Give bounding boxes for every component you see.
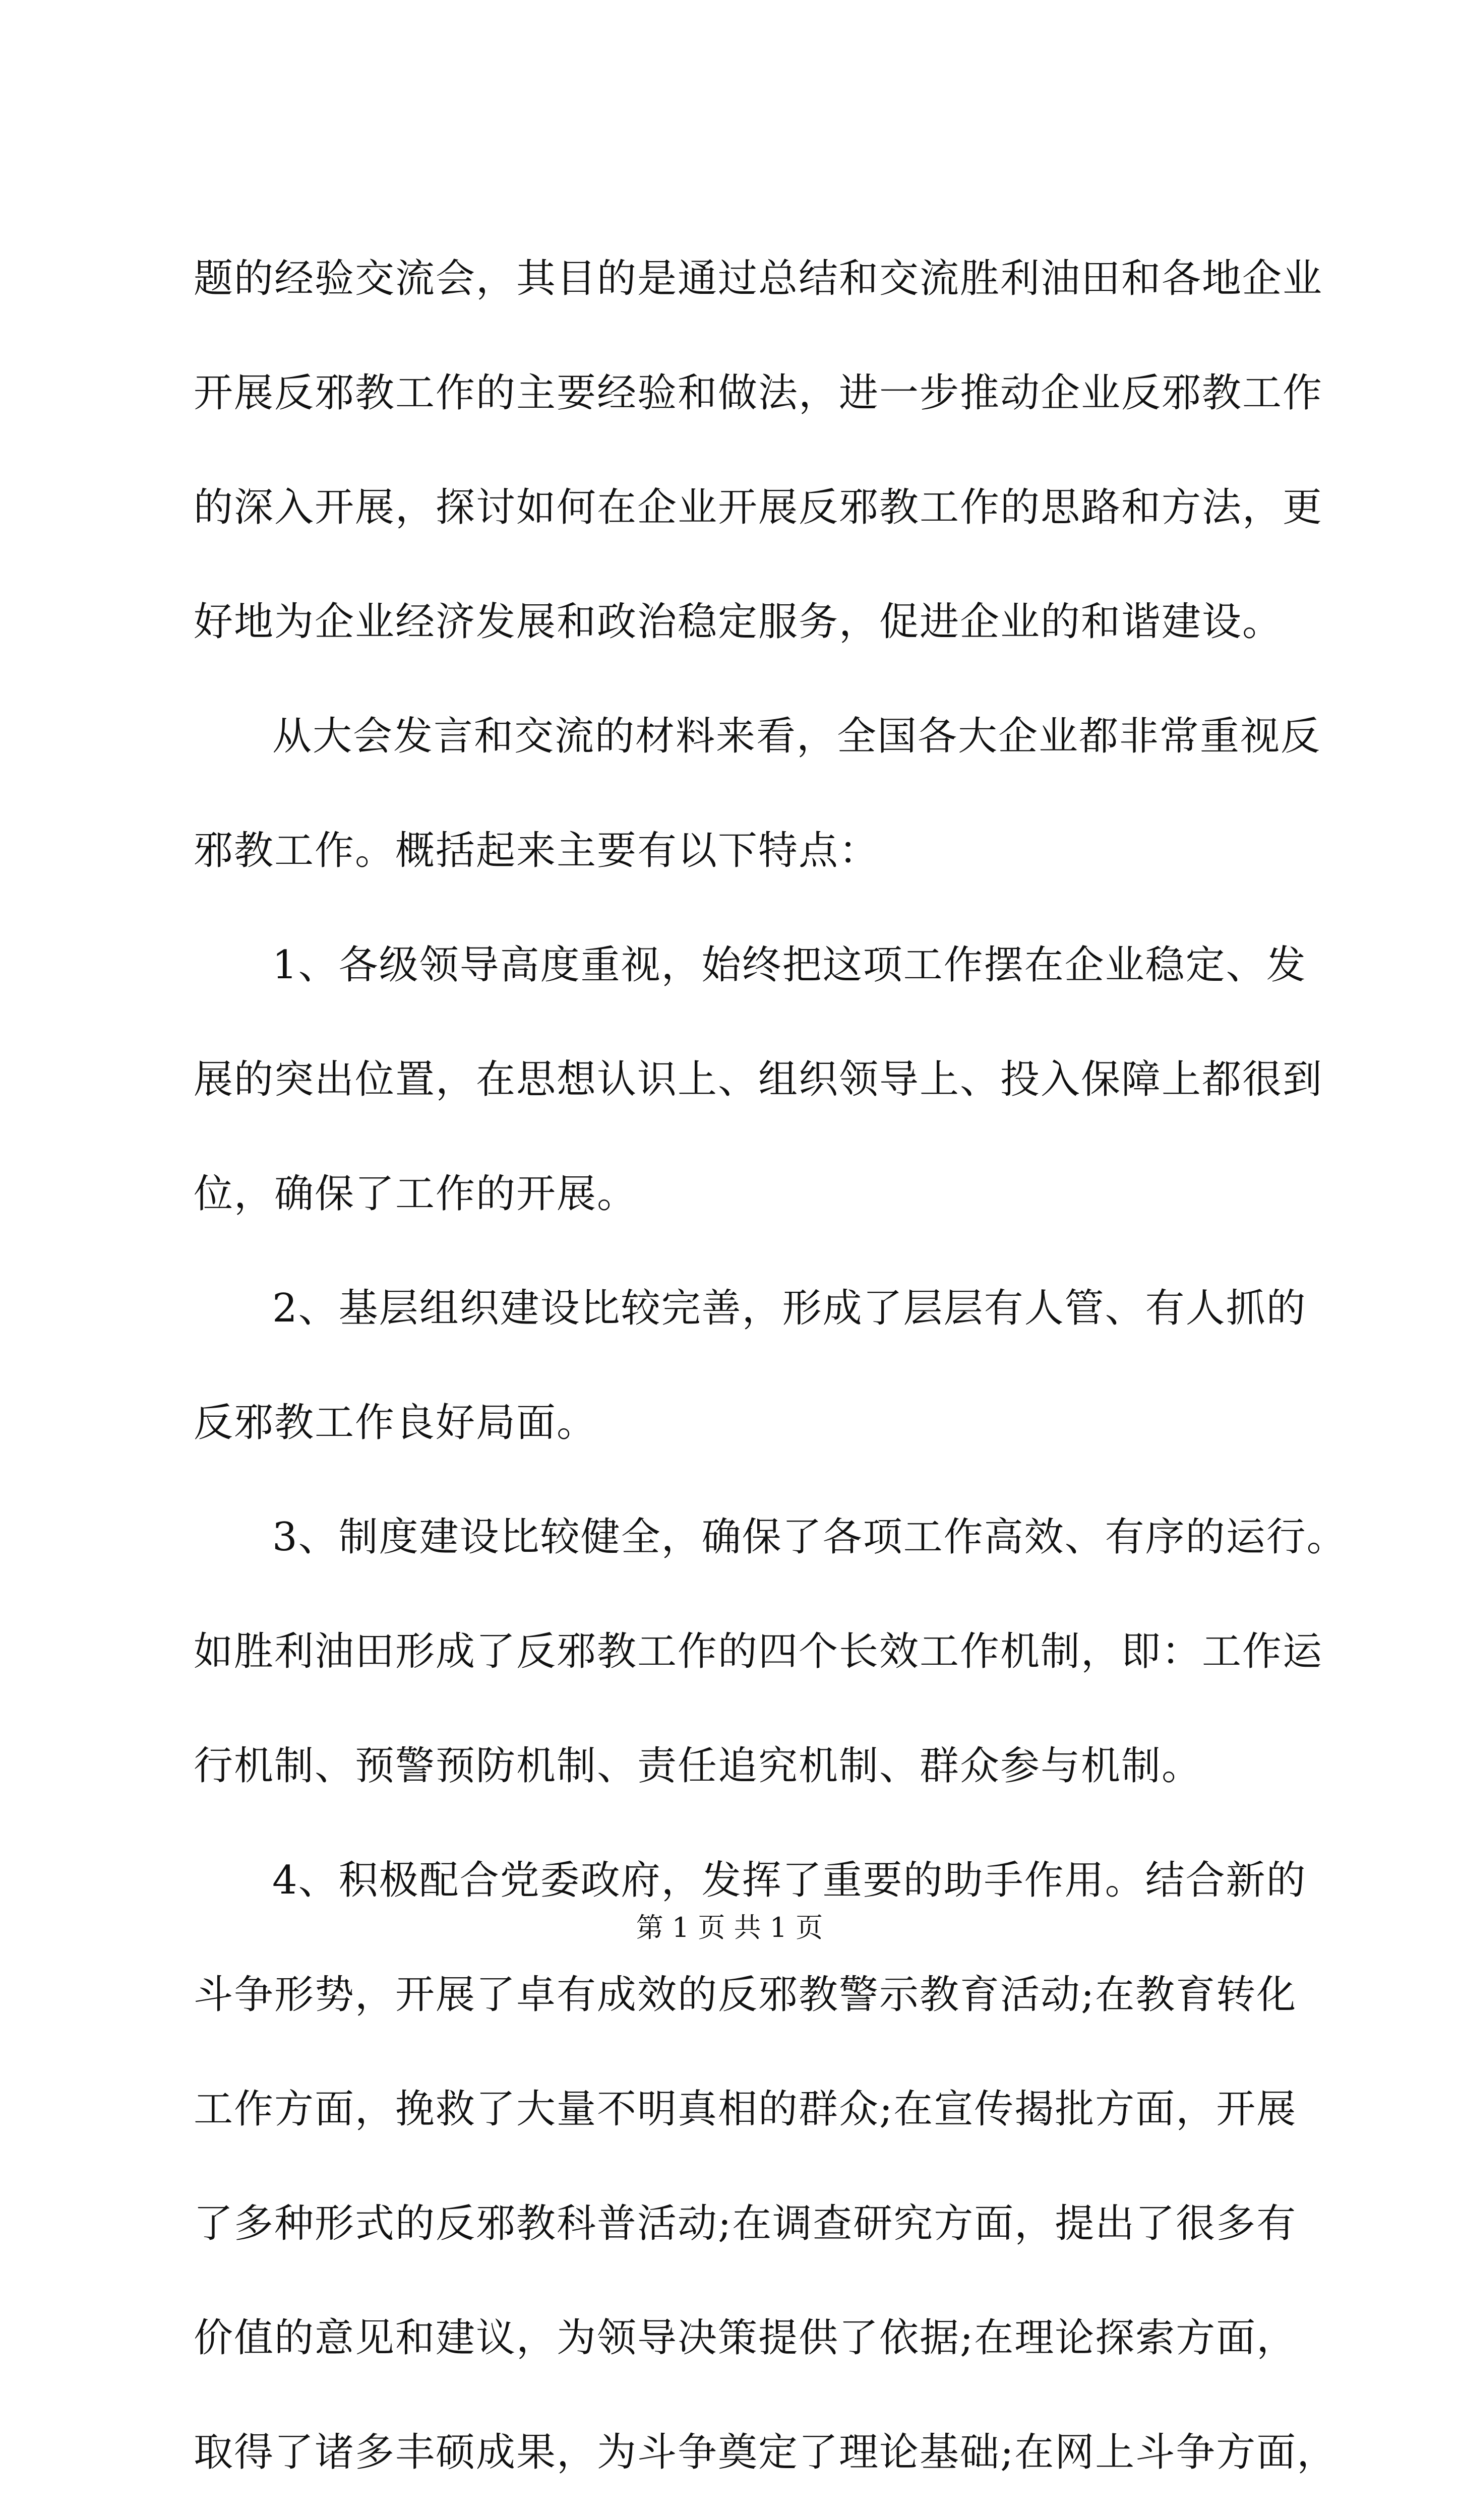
text-line: 题的经验交流会，其目的是通过总结和交流胜利油田和各地企业	[194, 256, 1323, 301]
page-footer: 第 1 页 共 1 页	[636, 1912, 823, 1943]
text-line: 行机制、预警预防机制、责任追究机制、群众参与机制。	[194, 1743, 1202, 1789]
document-body	[194, 222, 1347, 2520]
text-line: 工作方面，挽救了大量不明真相的群众;在宣传揭批方面，开展	[194, 2087, 1297, 2132]
text-line	[194, 2510, 1268, 2520]
text-line: 好地为企业经济发展和政治稳定服务，促进企业的和谐建设。	[194, 599, 1283, 645]
text-line: 价值的意见和建议，为领导决策提供了依据;在理论探索方面，	[194, 2315, 1297, 2361]
text-line: 位，确保了工作的开展。	[194, 1171, 638, 1217]
text-line: 斗争形势，开展了卓有成效的反邪教警示教育活动;在教育转化	[194, 1972, 1297, 2018]
text-line: 了多种形式的反邪教科普活动;在调查研究方面，提出了很多有	[194, 2201, 1297, 2246]
text-line: 展的突出位置，在思想认识上、组织领导上、投入保障上都很到	[194, 1057, 1323, 1102]
list-item-1-first-line: 1、各级领导高度重视，始终把这项工作摆在企业稳定、发	[272, 942, 1307, 988]
text-line: 邪教工作。概括起来主要有以下特点：	[194, 828, 880, 873]
list-item-2-first-line: 2、基层组织建设比较完善，形成了层层有人管、有人抓的	[272, 1286, 1307, 1331]
text-line: 开展反邪教工作的主要经验和做法，进一步推动企业反邪教工作	[194, 370, 1323, 416]
text-line: 反邪教工作良好局面。	[194, 1400, 597, 1445]
text-line: 如胜利油田形成了反邪教工作的四个长效工作机制，即：工作运	[194, 1629, 1323, 1674]
list-item-4-first-line: 4、积极配合党委政府，发挥了重要的助手作用。结合新的	[272, 1858, 1307, 1903]
list-item-3-first-line: 3、制度建设比较健全，确保了各项工作高效、有序的运行。	[272, 1515, 1347, 1560]
text-line: 取得了诸多丰硕成果，为斗争奠定了理论基础;在网上斗争方面，	[194, 2430, 1338, 2475]
paragraph-first-line: 从大会发言和交流的材料来看，全国各大企业都非常重视反	[272, 714, 1321, 759]
text-line: 的深入开展，探讨如何在企业开展反邪教工作的思路和方法，更	[194, 485, 1323, 530]
